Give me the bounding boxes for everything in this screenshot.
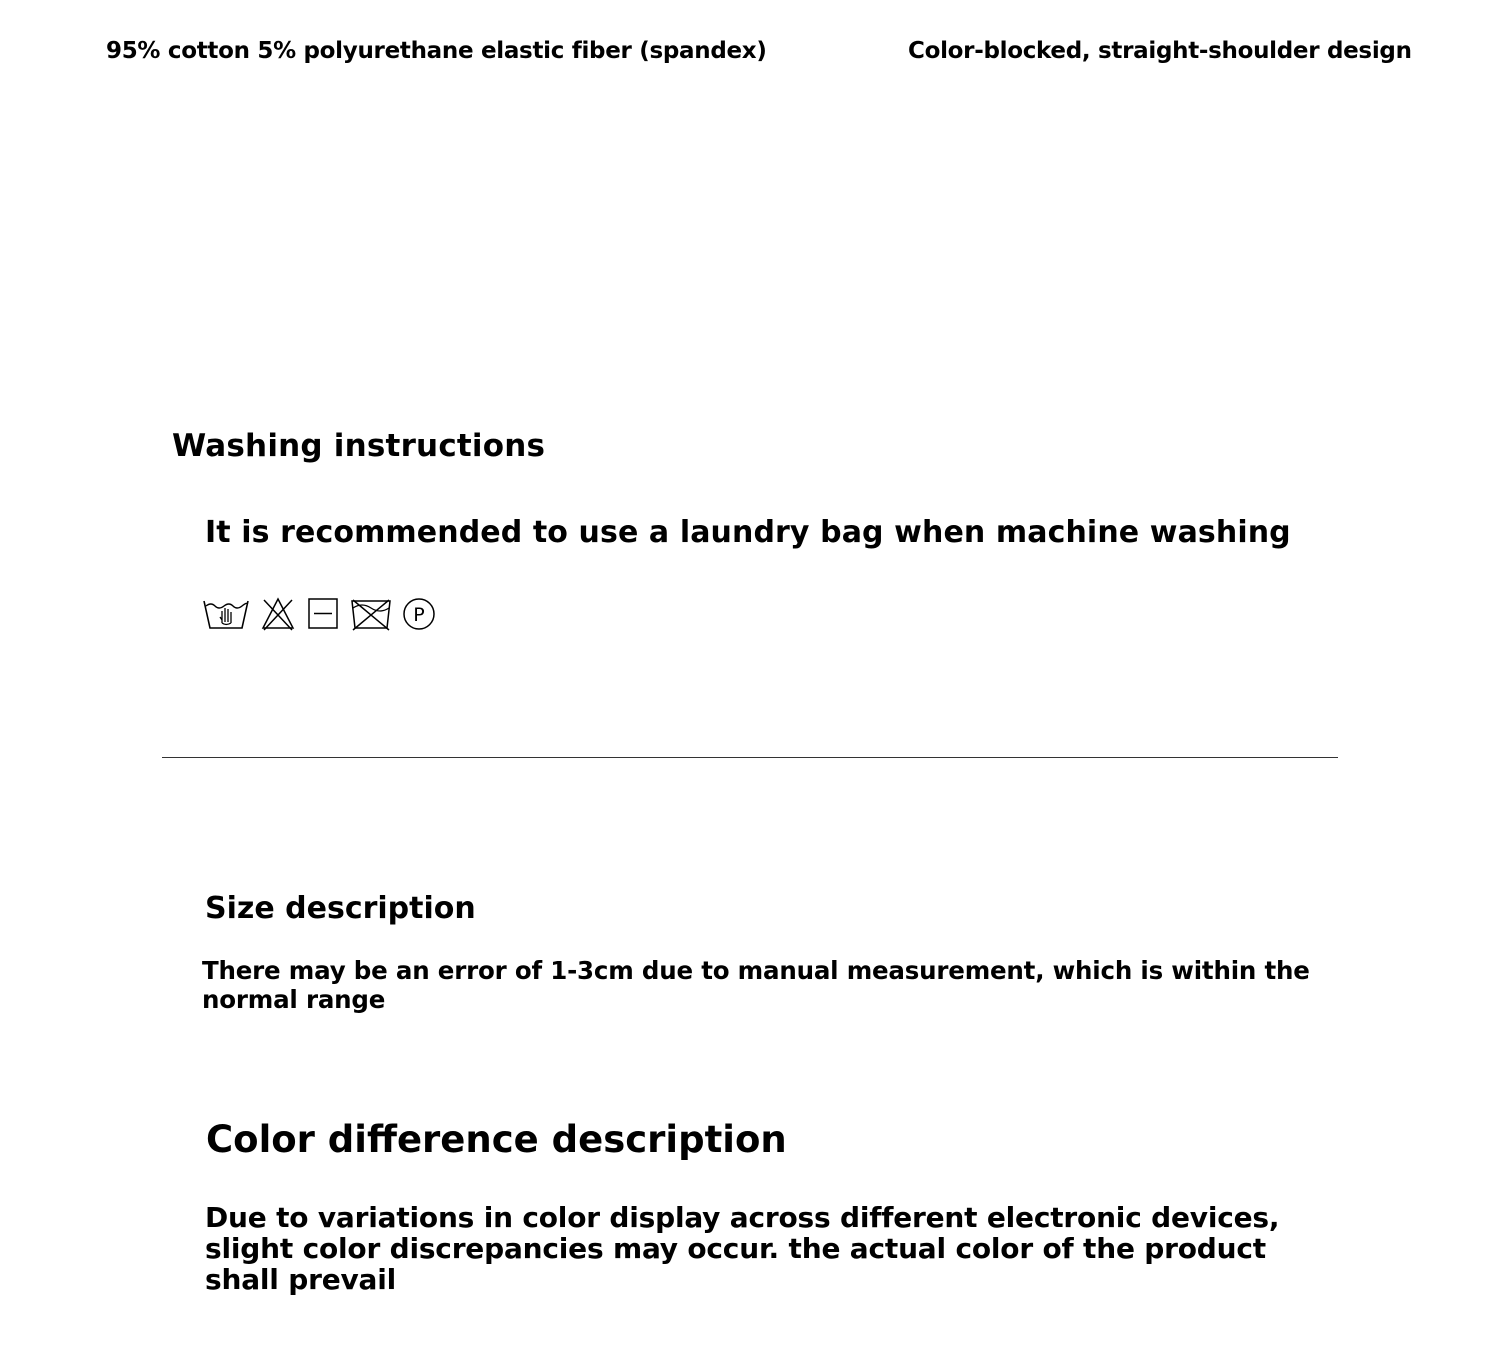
material-spec: 95% cotton 5% polyurethane elastic fiber (spandex) [106,38,767,64]
size-title: Size description [205,891,476,926]
professional-dry-clean-icon [403,597,437,631]
color-difference-body: Due to variations in color display across different electronic devices, slight color discrepancies may occur. the actual color of the product shall prevail [205,1201,1280,1296]
do-not-tumble-dry-icon [351,597,391,631]
color-difference-title: Color difference description [206,1118,787,1161]
design-spec: Color-blocked, straight-shoulder design [908,38,1412,64]
care-icons [203,597,438,633]
section-divider [162,757,1338,758]
washing-title: Washing instructions [172,428,546,464]
washing-note: It is recommended to use a laundry bag when machine washing [205,515,1291,550]
do-not-bleach-icon [261,597,295,631]
dry-flat-icon [308,597,338,631]
hand-wash-icon [203,597,249,631]
svg-text:P: P [413,604,425,626]
size-body: There may be an error of 1-3cm due to manual measurement, which is within the normal range [202,956,1310,1014]
